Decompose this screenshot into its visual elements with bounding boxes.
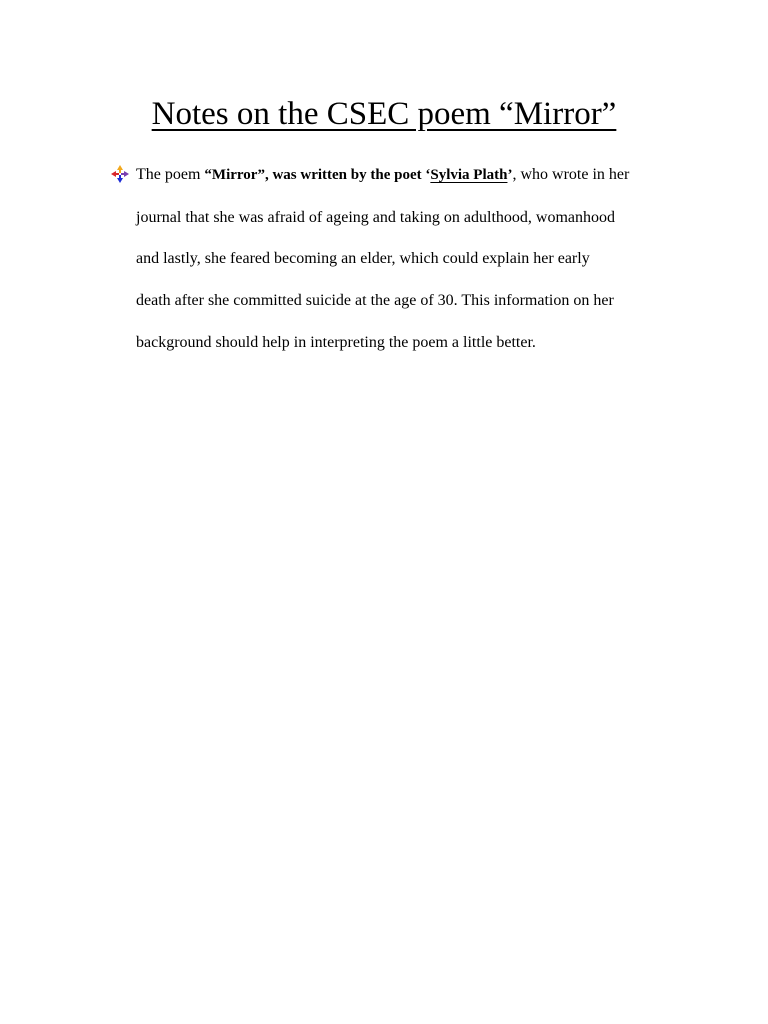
poet-name: Sylvia Plath <box>430 167 508 183</box>
intro-text: The poem <box>136 166 205 183</box>
page-title: Notes on the CSEC poem “Mirror” <box>151 96 617 132</box>
closing-quote: ’ <box>507 167 513 183</box>
paragraph-line-5: background should help in interpreting the poem a little better. <box>136 333 536 351</box>
paragraph-line-4: death after she committed suicide at the age of 30. This information on her <box>136 292 614 310</box>
poem-name: “Mirror” <box>204 167 265 183</box>
four-arrow-bullet-icon <box>110 164 130 184</box>
paragraph-line-3: and lastly, she feared becoming an elder, which could explain her early <box>136 250 590 268</box>
paragraph-line-2: journal that she was afraid of ageing and taking on adulthood, womanhood <box>136 208 615 226</box>
bullet-paragraph <box>136 154 696 364</box>
rest-text: , who wrote in her <box>512 166 630 183</box>
paragraph-line-1 <box>136 154 696 197</box>
bold-text: , was written by the poet ‘ <box>264 167 431 183</box>
